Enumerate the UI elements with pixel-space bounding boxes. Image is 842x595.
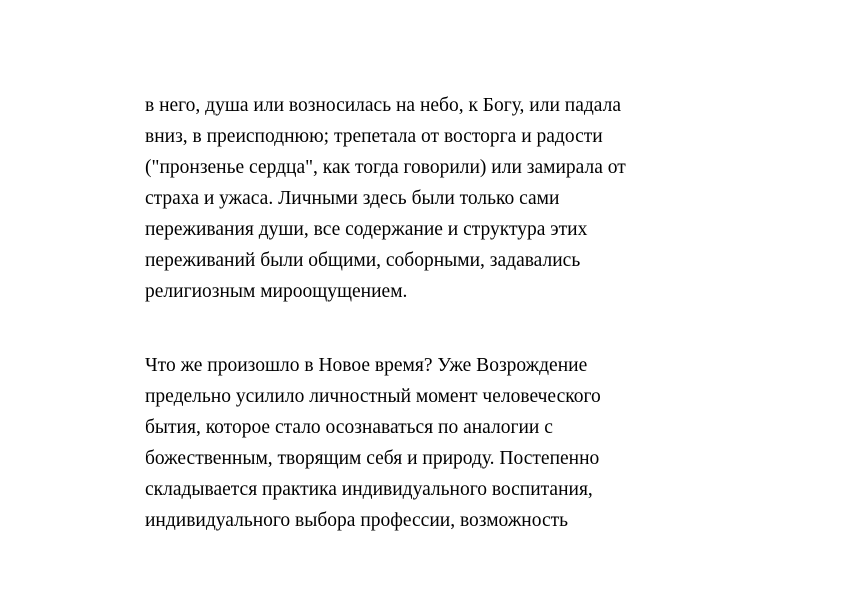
text-line: переживания души, все содержание и структура этих bbox=[145, 219, 588, 240]
text-line: страха и ужаса. Личными здесь были только сами bbox=[145, 188, 560, 209]
text-line: Что же произошло в Новое время? Уже Возрождение bbox=[145, 355, 588, 376]
paragraph-1 bbox=[145, 90, 745, 307]
text-line: божественным, творящим себя и природу. Постепенно bbox=[145, 448, 600, 469]
text-line: бытия, которое стало осознаваться по аналогии с bbox=[145, 417, 553, 438]
text-line: складывается практика индивидуального воспитания, bbox=[145, 479, 593, 500]
text-line: переживаний были общими, соборными, задавались bbox=[145, 250, 581, 271]
text-line: индивидуального выбора профессии, возможность bbox=[145, 510, 569, 531]
text-line: предельно усилило личностный момент человеческого bbox=[145, 386, 601, 407]
text-line: религиозным мироощущением. bbox=[145, 281, 408, 302]
text-line: ("пронзенье сердца", как тогда говорили) или замирала от bbox=[145, 157, 626, 178]
text-line: в него, душа или возносилась на небо, к Богу, или падала bbox=[145, 95, 621, 116]
text-line: вниз, в преисподнюю; трепетала от восторга и радости bbox=[145, 126, 603, 147]
paragraph-2 bbox=[145, 350, 745, 536]
